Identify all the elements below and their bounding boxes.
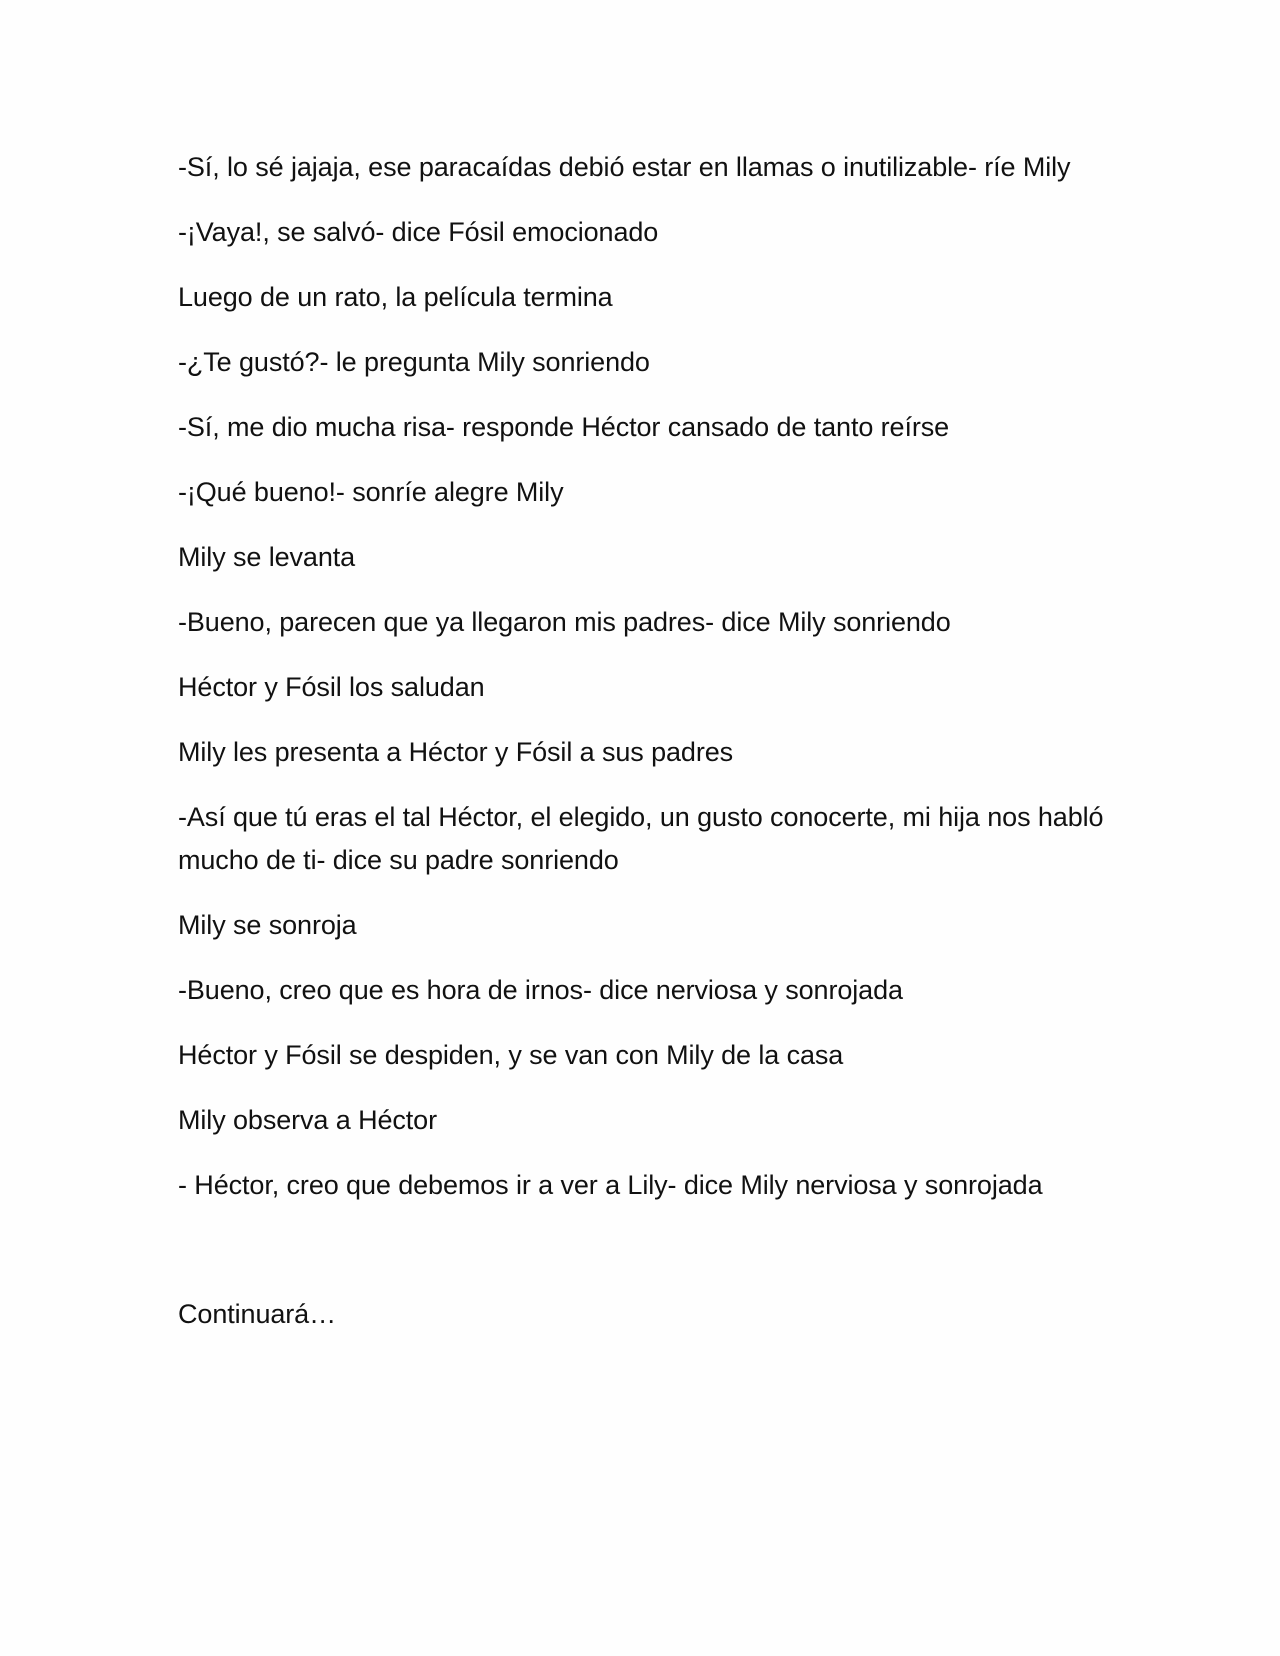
paragraph: -Sí, me dio mucha risa- responde Héctor cansado de tanto reírse <box>178 412 950 442</box>
document-body <box>178 146 1118 1358</box>
paragraph: -¿Te gustó?- le pregunta Mily sonriendo <box>178 347 650 377</box>
paragraph: -¡Vaya!, se salvó- dice Fósil emocionado <box>178 217 659 247</box>
paragraph: Héctor y Fósil se despiden, y se van con Mily de la casa <box>178 1040 844 1070</box>
paragraph: Mily se levanta <box>178 542 356 572</box>
paragraph: Luego de un rato, la película termina <box>178 282 613 312</box>
paragraph: Mily observa a Héctor <box>178 1105 437 1135</box>
paragraph: Héctor y Fósil los saludan <box>178 672 485 702</box>
paragraph: -¡Qué bueno!- sonríe alegre Mily <box>178 477 564 507</box>
blank-line <box>178 1229 1118 1293</box>
paragraph: -Bueno, creo que es hora de irnos- dice nerviosa y sonrojada <box>178 975 903 1005</box>
paragraph: - Héctor, creo que debemos ir a ver a Lily- dice Mily nerviosa y sonrojada <box>178 1170 1043 1200</box>
paragraph: -Sí, lo sé jajaja, ese paracaídas debió estar en llamas o inutilizable- ríe Mily <box>178 152 1071 182</box>
paragraph: Mily les presenta a Héctor y Fósil a sus padres <box>178 737 734 767</box>
paragraph: -Así que tú eras el tal Héctor, el elegido, un gusto conocerte, mi hija nos habló mucho de ti- dice su padre sonriendo <box>178 802 1104 875</box>
paragraph: Mily se sonroja <box>178 910 357 940</box>
paragraph: -Bueno, parecen que ya llegaron mis padres- dice Mily sonriendo <box>178 607 951 637</box>
closing-text: Continuará… <box>178 1299 336 1329</box>
